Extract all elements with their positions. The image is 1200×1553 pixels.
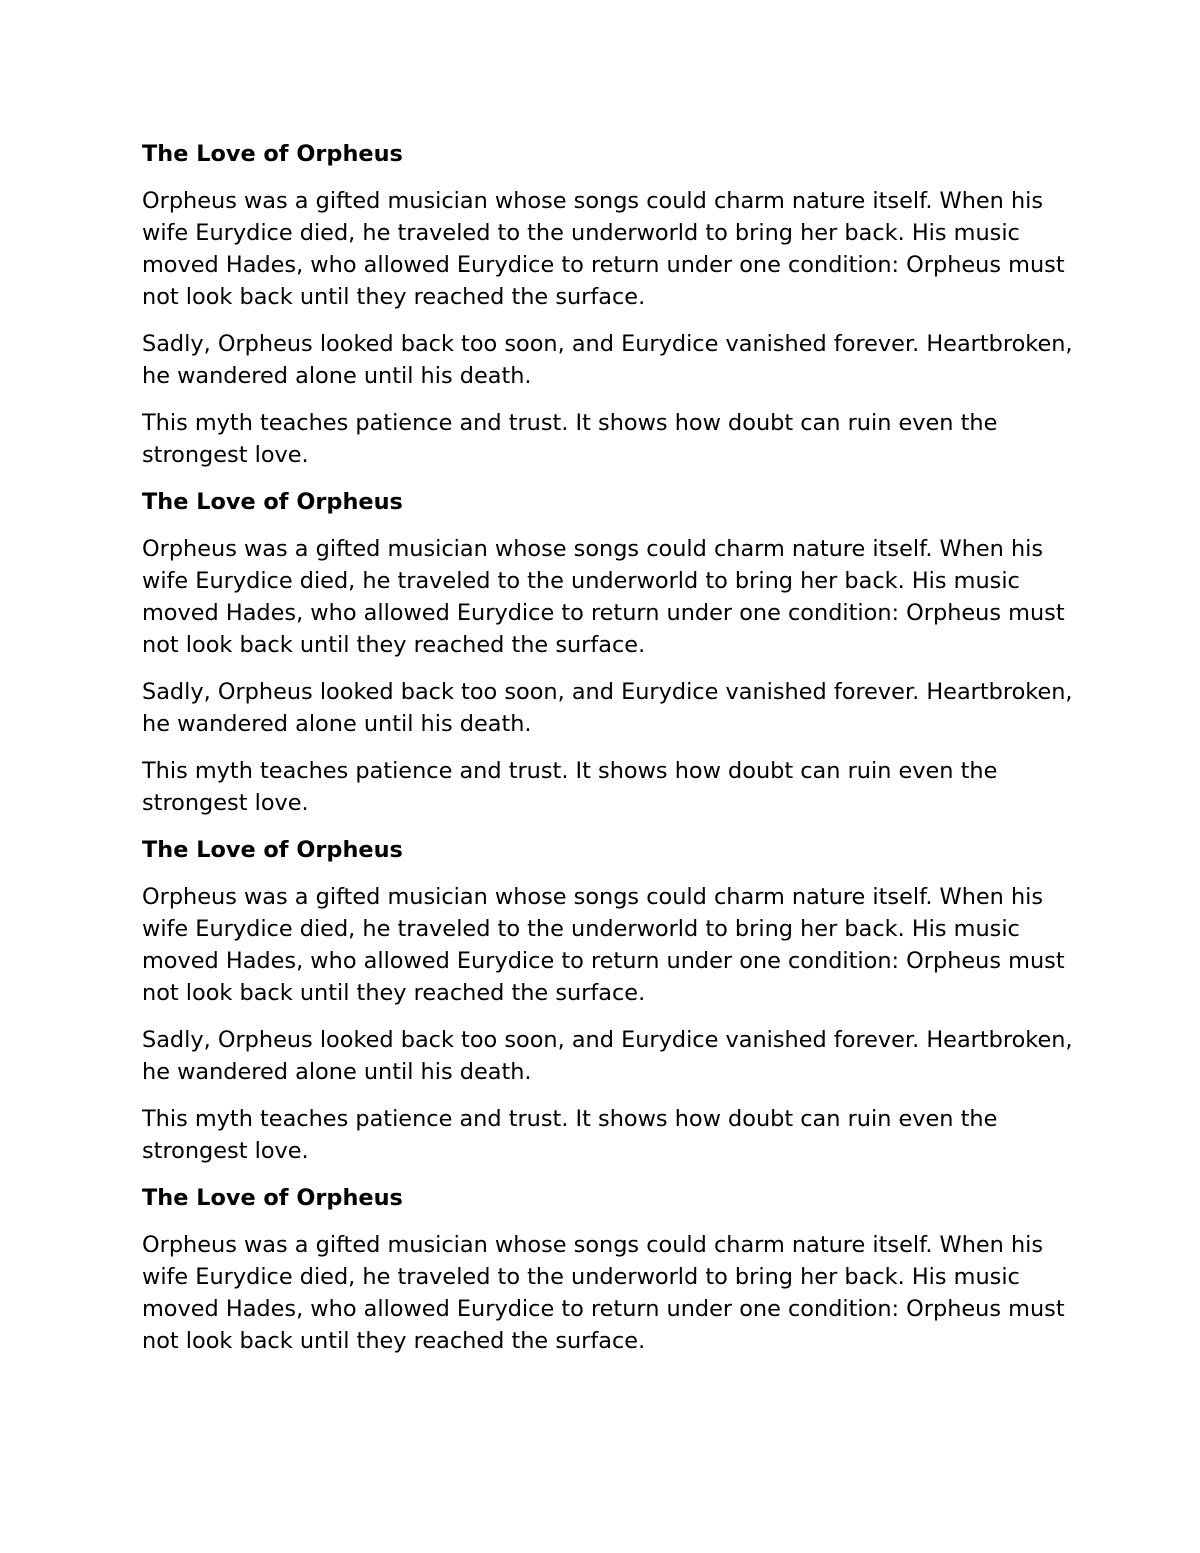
paragraph: This myth teaches patience and trust. It shows how doubt can ruin even the strongest love. (142, 1106, 998, 1164)
paragraph: This myth teaches patience and trust. It shows how doubt can ruin even the strongest love. (142, 410, 998, 468)
paragraph: This myth teaches patience and trust. It shows how doubt can ruin even the strongest love. (142, 758, 998, 816)
paragraph: Orpheus was a gifted musician whose songs could charm nature itself. When his wife Eurydice died, he traveled to the underworld to bring her back. His music moved Hades, who allowed Eurydice to return under one condition: Orpheus must not look back until they reached the surface. (142, 1232, 1065, 1354)
section-2 (142, 486, 1082, 819)
document-page (142, 138, 1082, 1372)
section-heading: The Love of Orpheus (142, 489, 403, 515)
paragraph: Orpheus was a gifted musician whose songs could charm nature itself. When his wife Eurydice died, he traveled to the underworld to bring her back. His music moved Hades, who allowed Eurydice to return under one condition: Orpheus must not look back until they reached the surface. (142, 188, 1065, 310)
paragraph: Sadly, Orpheus looked back too soon, and Eurydice vanished forever. Heartbroken, he wandered alone until his death. (142, 679, 1073, 737)
section-3 (142, 834, 1082, 1167)
paragraph: Orpheus was a gifted musician whose songs could charm nature itself. When his wife Eurydice died, he traveled to the underworld to bring her back. His music moved Hades, who allowed Eurydice to return under one condition: Orpheus must not look back until they reached the surface. (142, 884, 1065, 1006)
section-heading: The Love of Orpheus (142, 141, 403, 167)
section-heading: The Love of Orpheus (142, 837, 403, 863)
section-4 (142, 1182, 1082, 1357)
section-heading: The Love of Orpheus (142, 1185, 403, 1211)
section-1 (142, 138, 1082, 471)
paragraph: Sadly, Orpheus looked back too soon, and Eurydice vanished forever. Heartbroken, he wandered alone until his death. (142, 331, 1073, 389)
paragraph: Orpheus was a gifted musician whose songs could charm nature itself. When his wife Eurydice died, he traveled to the underworld to bring her back. His music moved Hades, who allowed Eurydice to return under one condition: Orpheus must not look back until they reached the surface. (142, 536, 1065, 658)
paragraph: Sadly, Orpheus looked back too soon, and Eurydice vanished forever. Heartbroken, he wandered alone until his death. (142, 1027, 1073, 1085)
